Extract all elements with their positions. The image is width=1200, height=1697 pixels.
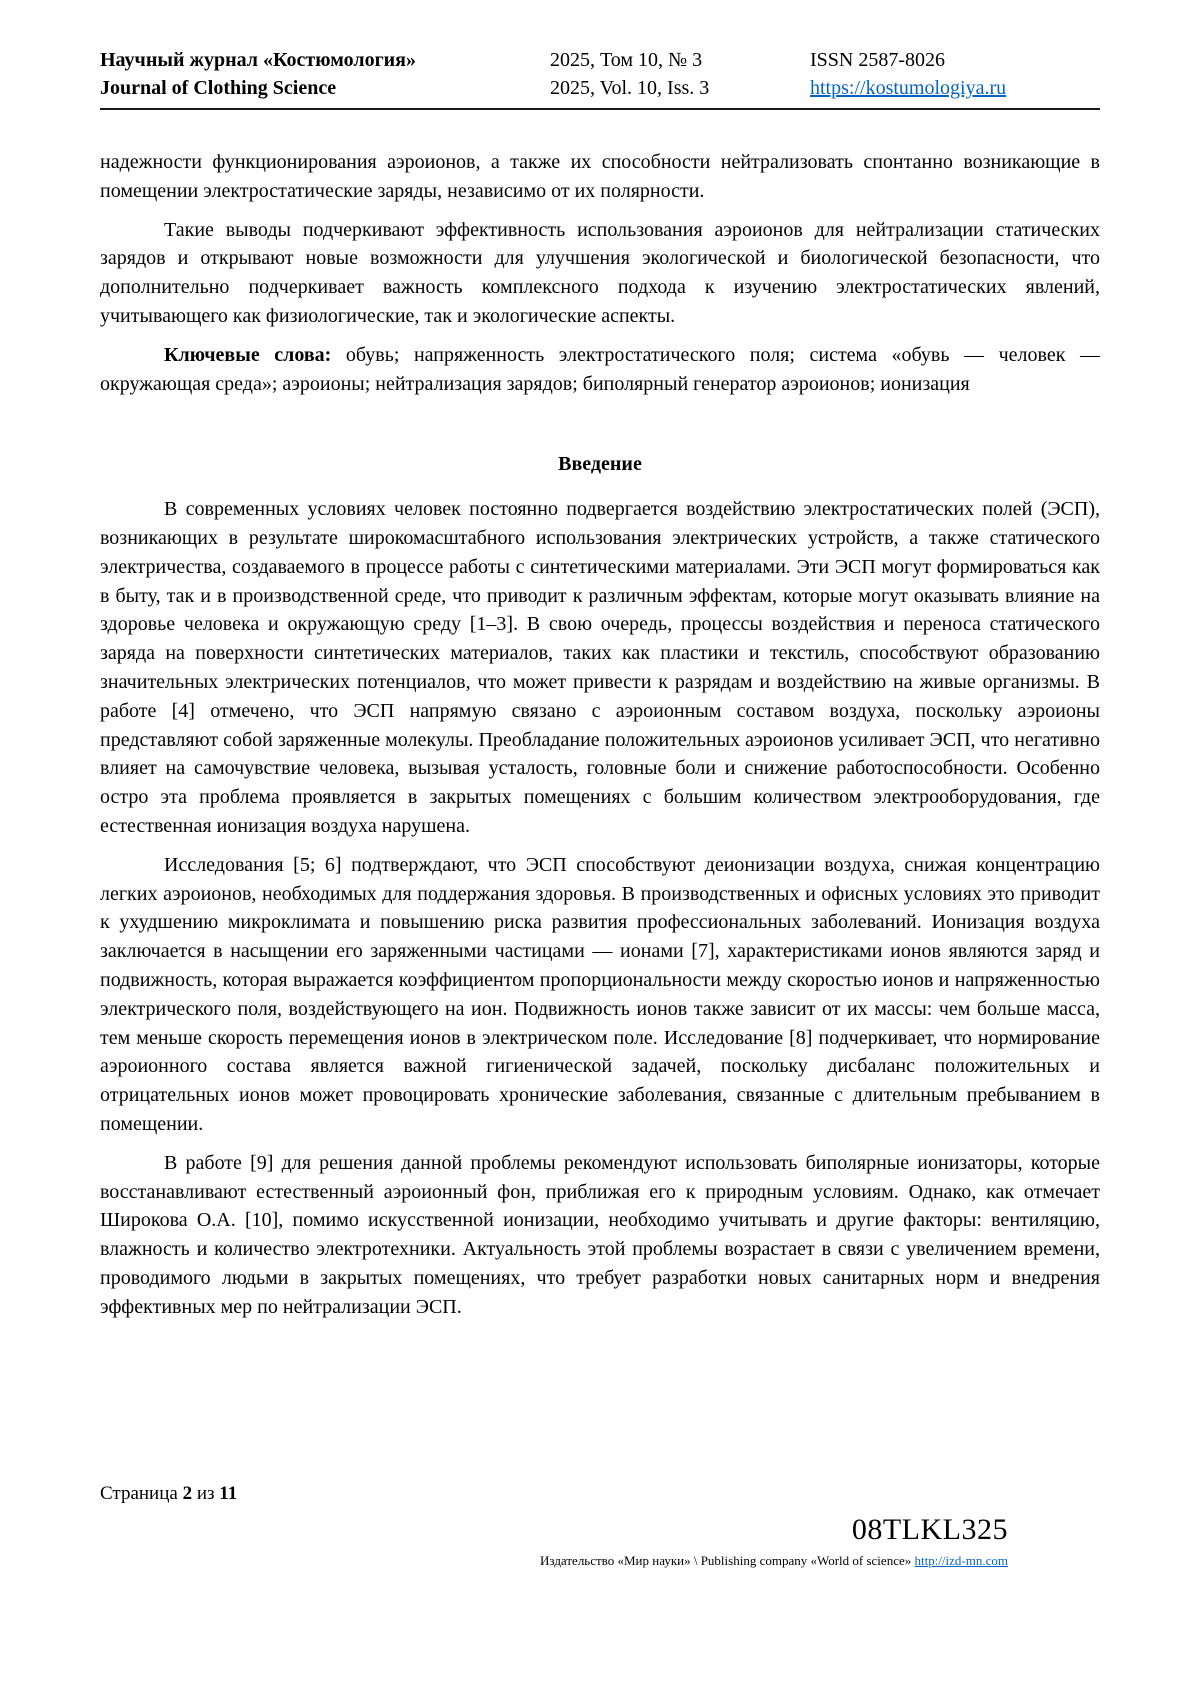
paragraph-intro-3: В работе [9] для решения данной проблемы рекомендуют использовать биполярные ионизаторы, которые восстанавливают естественный аэроионный фон, приближая его к природным условиям. Однако, как отмечает Широкова О.А. [10], помимо искусственной ионизации, необходимо учитывать и другие факторы: вентиляцию, влажность и количество электротехники. Актуальность этой проблемы возрастает в связи с увеличением времени, проводимого людьми в закрытых помещениях, что требует разработки новых санитарных норм и внедрения эффективных мер по нейтрализации ЭСП. — [100, 1151, 1100, 1318]
issue-info-block — [550, 46, 810, 102]
paragraph-intro-2: Исследования [5; 6] подтверждают, что ЭСП способствуют деионизации воздуха, снижая концентрацию легких аэроионов, необходимых для поддержания здоровья. В производственных и офисных условиях это приводит к ухудшению микроклимата и повышению риска развития профессиональных заболеваний. Ионизация воздуха заключается в насыщении его заряженными частицами — ионами [7], характеристиками ионов являются заряд и подвижность, которая выражается коэффициентом пропорциональности между скоростью ионов и напряженностью электрического поля, воздействующего на ион. Подвижность ионов также зависит от их массы: чем больше масса, тем меньше скорость перемещения ионов в электрическом поле. Исследование [8] подчеркивает, что нормирование аэроионного состава является важной гигиенической задачей, поскольку дисбаланс положительных и отрицательных ионов может провоцировать хронические заболевания, связанные с длительным пребыванием в помещении. — [100, 853, 1100, 1135]
page-footer — [100, 1483, 1100, 1569]
page-number-current: 2 — [182, 1483, 193, 1504]
page-number-label: Страница — [100, 1483, 183, 1504]
page-number-total: 11 — [219, 1483, 238, 1504]
keywords-label: Ключевые слова: — [164, 343, 332, 366]
article-code: 08TLKL325 — [851, 1513, 1008, 1546]
page-number-separator: из — [192, 1483, 220, 1504]
keywords-text: обувь; напряженность электростатического поля; система «обувь — человек — окружающая среда»; аэроионы; нейтрализация зарядов; биполярный генератор аэроионов; ионизация — [100, 343, 1100, 395]
paragraph-intro-1: В современных условиях человек постоянно подвергается воздействию электростатических полей (ЭСП), возникающих в результате широкомасштабного использования электрических устройств, а также статического электричества, создаваемого в процессе работы с синтетическими материалами. Эти ЭСП могут формироваться как в быту, так и в производственной среде, что приводит к различным эффектам, которые могут оказывать влияние на здоровье человека и окружающую среду [1–3]. В свою очередь, процессы воздействия и переноса статического заряда на поверхности синтетических материалов, таких как пластики и текстиль, способствуют образованию значительных электрических потенциалов, что может привести к разрядам и воздействию на живые организмы. В работе [4] отмечено, что ЭСП напрямую связано с аэроионным составом воздуха, поскольку аэроионы представляют собой заряженные молекулы. Преобладание положительных аэроионов усиливает ЭСП, что негативно влияет на самочувствие человека, вызывая усталость, головные боли и снижение работоспособности. Особенно остро эта проблема проявляется в закрытых помещениях с большим количеством электрооборудования, где естественная ионизация воздуха нарушена. — [100, 498, 1100, 837]
publisher-text: Издательство «Мир науки» \ Publishing company «World of science» — [540, 1553, 912, 1568]
page-number — [100, 1483, 1100, 1505]
journal-title-ru: Научный журнал «Костюмология» — [100, 49, 416, 71]
publisher-line — [100, 1553, 1008, 1569]
section-heading-introduction: Введение — [558, 453, 642, 476]
paragraph-conclusions: Такие выводы подчеркивают эффективность использования аэроионов для нейтрализации статических зарядов и открывают новые возможности для улучшения экологической и биологической безопасности, что дополнительно подчеркивает важность комплексного подхода к изучению электростатических явлений, учитывающего как физиологические, так и экологические аспекты. — [100, 218, 1100, 327]
issue-info-en: 2025, Vol. 10, Iss. 3 — [550, 77, 710, 99]
paragraph-continuation: надежности функционирования аэроионов, а также их способности нейтрализовать спонтанно возникающие в помещении электростатические заряды, независимо от их полярности. — [100, 151, 1100, 202]
journal-site-link[interactable]: https://kostumologiya.ru — [810, 77, 1007, 99]
journal-title-en: Journal of Clothing Science — [100, 77, 337, 99]
page-header — [100, 46, 1100, 110]
issn-block — [810, 46, 1100, 102]
issn-label: ISSN 2587-8026 — [810, 49, 946, 71]
article-body — [100, 148, 1100, 1331]
publisher-site-link[interactable]: http://izd-mn.com — [914, 1553, 1008, 1568]
journal-title-block — [100, 46, 550, 102]
issue-info-ru: 2025, Том 10, № 3 — [550, 49, 703, 71]
keywords-paragraph — [100, 341, 1100, 399]
journal-site-row — [810, 74, 1100, 102]
